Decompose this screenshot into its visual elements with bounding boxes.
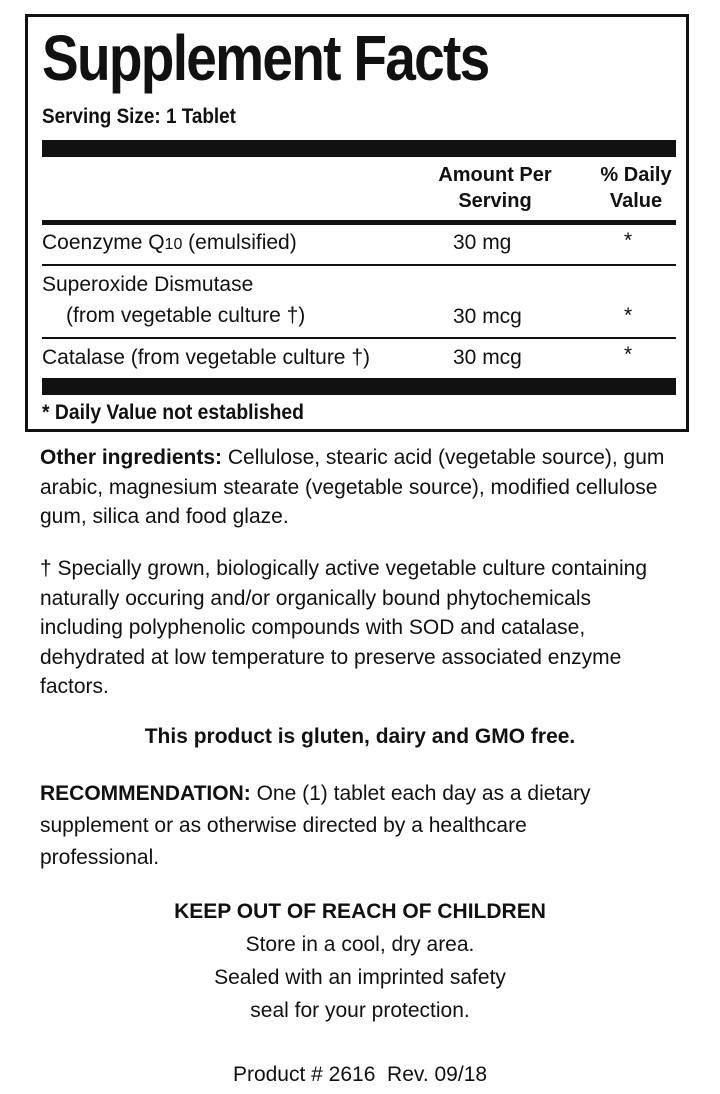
ingredient-amount-coq10: 30 mg [453, 231, 512, 254]
divider-row [42, 264, 676, 266]
daily-value-footnote: * Daily Value not established [42, 401, 304, 424]
ingredient-amount-catalase: 30 mcg [453, 346, 522, 369]
dagger-note: † Specially grown, biologically active vegetable culture containing naturally occuring and/or organically bound phytochemicals including polyphenolic compounds with SOD and catalase, dehydrated at low temperature to preserve associated enzyme factors. [40, 557, 648, 698]
free-statement: This product is gluten, dairy and GMO free. [144, 725, 576, 748]
seal-line-1: Sealed with an imprinted safety [214, 966, 506, 989]
ingredient-dv-catalase: * [624, 343, 633, 366]
recommendation-text: One (1) tablet each day as a dietary supplement or as otherwise directed by a healthcare professional. [40, 782, 591, 869]
ingredient-name-sod-line1: Superoxide Dismutase [42, 273, 254, 296]
serving-size: Serving Size: 1 Tablet [42, 105, 236, 128]
storage-line: Store in a cool, dry area. [245, 933, 475, 956]
other-ingredients [40, 443, 680, 532]
ingredient-dv-sod: * [624, 304, 633, 327]
other-ingredients-label: Other ingredients: [40, 446, 223, 469]
warning-heading: KEEP OUT OF REACH OF CHILDREN [174, 900, 546, 923]
seal-line-2: seal for your protection. [250, 999, 470, 1022]
ingredient-name-sod-line2: (from vegetable culture †) [66, 304, 306, 327]
ingredient-dv-coq10: * [624, 229, 633, 252]
supplement-facts-panel [25, 14, 689, 432]
divider-thick-bottom [42, 378, 676, 395]
divider-header [42, 220, 676, 225]
ingredient-name-coq10: Coenzyme Q10 (emulsified) [42, 231, 297, 254]
other-ingredients-text: Cellulose, stearic acid (vegetable source), gum arabic, magnesium stearate (vegetable source), modified cellulose gum, silica and food glaze. [40, 446, 665, 528]
recommendation-label: RECOMMENDATION: [40, 782, 251, 805]
panel-title: Supplement Facts [42, 22, 489, 94]
divider-row [42, 337, 676, 339]
divider-thick-top [42, 140, 676, 157]
ingredient-amount-sod: 30 mcg [453, 305, 522, 328]
header-percent-daily-value: % Daily Value [600, 164, 672, 212]
product-number: Product # 2616 Rev. 09/18 [232, 1063, 488, 1086]
ingredient-name-catalase: Catalase (from vegetable culture †) [42, 346, 370, 369]
header-amount-per-serving: Amount Per Serving [438, 164, 552, 212]
recommendation [40, 778, 640, 874]
